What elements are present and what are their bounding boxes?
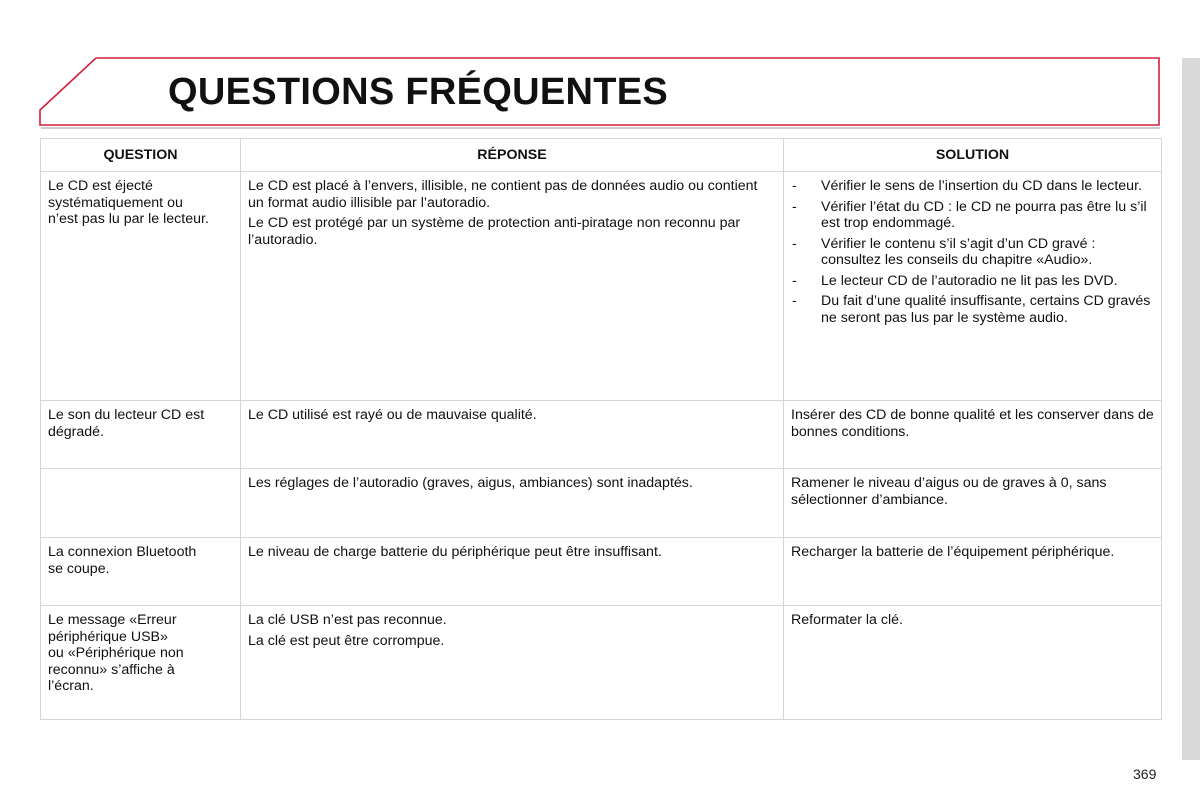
response-text: La clé est peut être corrompue.	[248, 632, 445, 649]
column-header-response: RÉPONSE	[241, 139, 784, 172]
column-header-solution: SOLUTION	[784, 139, 1162, 172]
solution-text: Vérifier le contenu s’il s’agit d’un CD gravé : consultez les conseils du chapitre «Audio».	[821, 235, 1096, 268]
page-title: QUESTIONS FRÉQUENTES	[168, 71, 669, 113]
question-line: Le message «Erreur	[48, 612, 177, 628]
question-line: La connexion Bluetooth	[48, 544, 197, 560]
faq-table	[40, 138, 1162, 720]
table-row	[41, 606, 1162, 720]
question-cell	[41, 469, 241, 538]
question-cell	[41, 606, 241, 720]
table-row	[41, 401, 1162, 469]
solution-cell	[784, 401, 1162, 469]
question-line: se coupe.	[48, 560, 110, 577]
solution-item	[791, 273, 1154, 290]
solution-item	[791, 293, 1154, 326]
question-line: reconnu» s’affiche à	[48, 661, 175, 678]
bullet-dash: -	[792, 198, 797, 215]
response-text: Le CD utilisé est rayé ou de mauvaise qualité.	[248, 407, 537, 423]
column-header-question: QUESTION	[41, 139, 241, 172]
response-cell	[241, 606, 784, 720]
solution-text: Insérer des CD de bonne qualité et les conserver dans de bonnes conditions.	[791, 407, 1154, 440]
table-row	[41, 172, 1162, 401]
page-number: 369	[1133, 766, 1157, 782]
bullet-dash: -	[792, 235, 797, 252]
bullet-dash: -	[792, 293, 797, 309]
solution-cell	[784, 538, 1162, 606]
response-text: Les réglages de l’autoradio (graves, aigus, ambiances) sont inadaptés.	[248, 475, 693, 491]
side-tab	[1182, 58, 1200, 760]
response-cell	[241, 172, 784, 401]
solution-item	[791, 199, 1154, 232]
table-row	[41, 469, 1162, 538]
bullet-dash: -	[792, 272, 797, 289]
solution-text: Vérifier le sens de l’insertion du CD dans le lecteur.	[821, 178, 1142, 194]
question-line: Le CD est éjecté	[48, 178, 153, 194]
solution-text: Le lecteur CD de l’autoradio ne lit pas les DVD.	[821, 272, 1118, 289]
question-cell	[41, 538, 241, 606]
solution-cell	[784, 469, 1162, 538]
question-line: dégradé.	[48, 423, 105, 440]
response-cell	[241, 538, 784, 606]
solution-text: Vérifier l’état du CD : le CD ne pourra pas être lu s’il est trop endommagé.	[821, 198, 1147, 231]
solution-text: Recharger la batterie de l’équipement périphérique.	[791, 544, 1115, 560]
response-text: Le CD est protégé par un système de protection anti-piratage non reconnu par l’autoradio.	[248, 215, 741, 248]
response-text: Le niveau de charge batterie du périphérique peut être insuffisant.	[248, 544, 662, 560]
solution-text: Du fait d’une qualité insuffisante, certains CD gravés ne seront pas lus par le système audio.	[821, 293, 1151, 326]
bullet-dash: -	[792, 178, 797, 194]
question-line: systématiquement ou	[48, 194, 183, 211]
response-text: La clé USB n’est pas reconnue.	[248, 612, 447, 628]
faq-table-body	[41, 172, 1162, 720]
solution-list	[791, 178, 1154, 326]
response-cell	[241, 401, 784, 469]
solution-cell	[784, 172, 1162, 401]
response-cell	[241, 469, 784, 538]
solution-item	[791, 178, 1154, 195]
question-cell	[41, 172, 241, 401]
table-header-row	[41, 139, 1162, 172]
solution-text: Ramener le niveau d’aigus ou de graves à 0, sans sélectionner d’ambiance.	[791, 475, 1107, 508]
solution-cell	[784, 606, 1162, 720]
question-line: n’est pas lu par le lecteur.	[48, 211, 209, 227]
question-line: Le son du lecteur CD est	[48, 407, 205, 423]
question-line: périphérique USB»	[48, 628, 168, 645]
response-text: Le CD est placé à l’envers, illisible, ne contient pas de données audio ou contient un format audio illisible par l’autoradio.	[248, 178, 758, 211]
solution-text: Reformater la clé.	[791, 612, 903, 628]
table-row	[41, 538, 1162, 606]
question-line: ou «Périphérique non	[48, 645, 184, 661]
question-line: l’écran.	[48, 678, 94, 694]
question-cell	[41, 401, 241, 469]
solution-item	[791, 236, 1154, 269]
